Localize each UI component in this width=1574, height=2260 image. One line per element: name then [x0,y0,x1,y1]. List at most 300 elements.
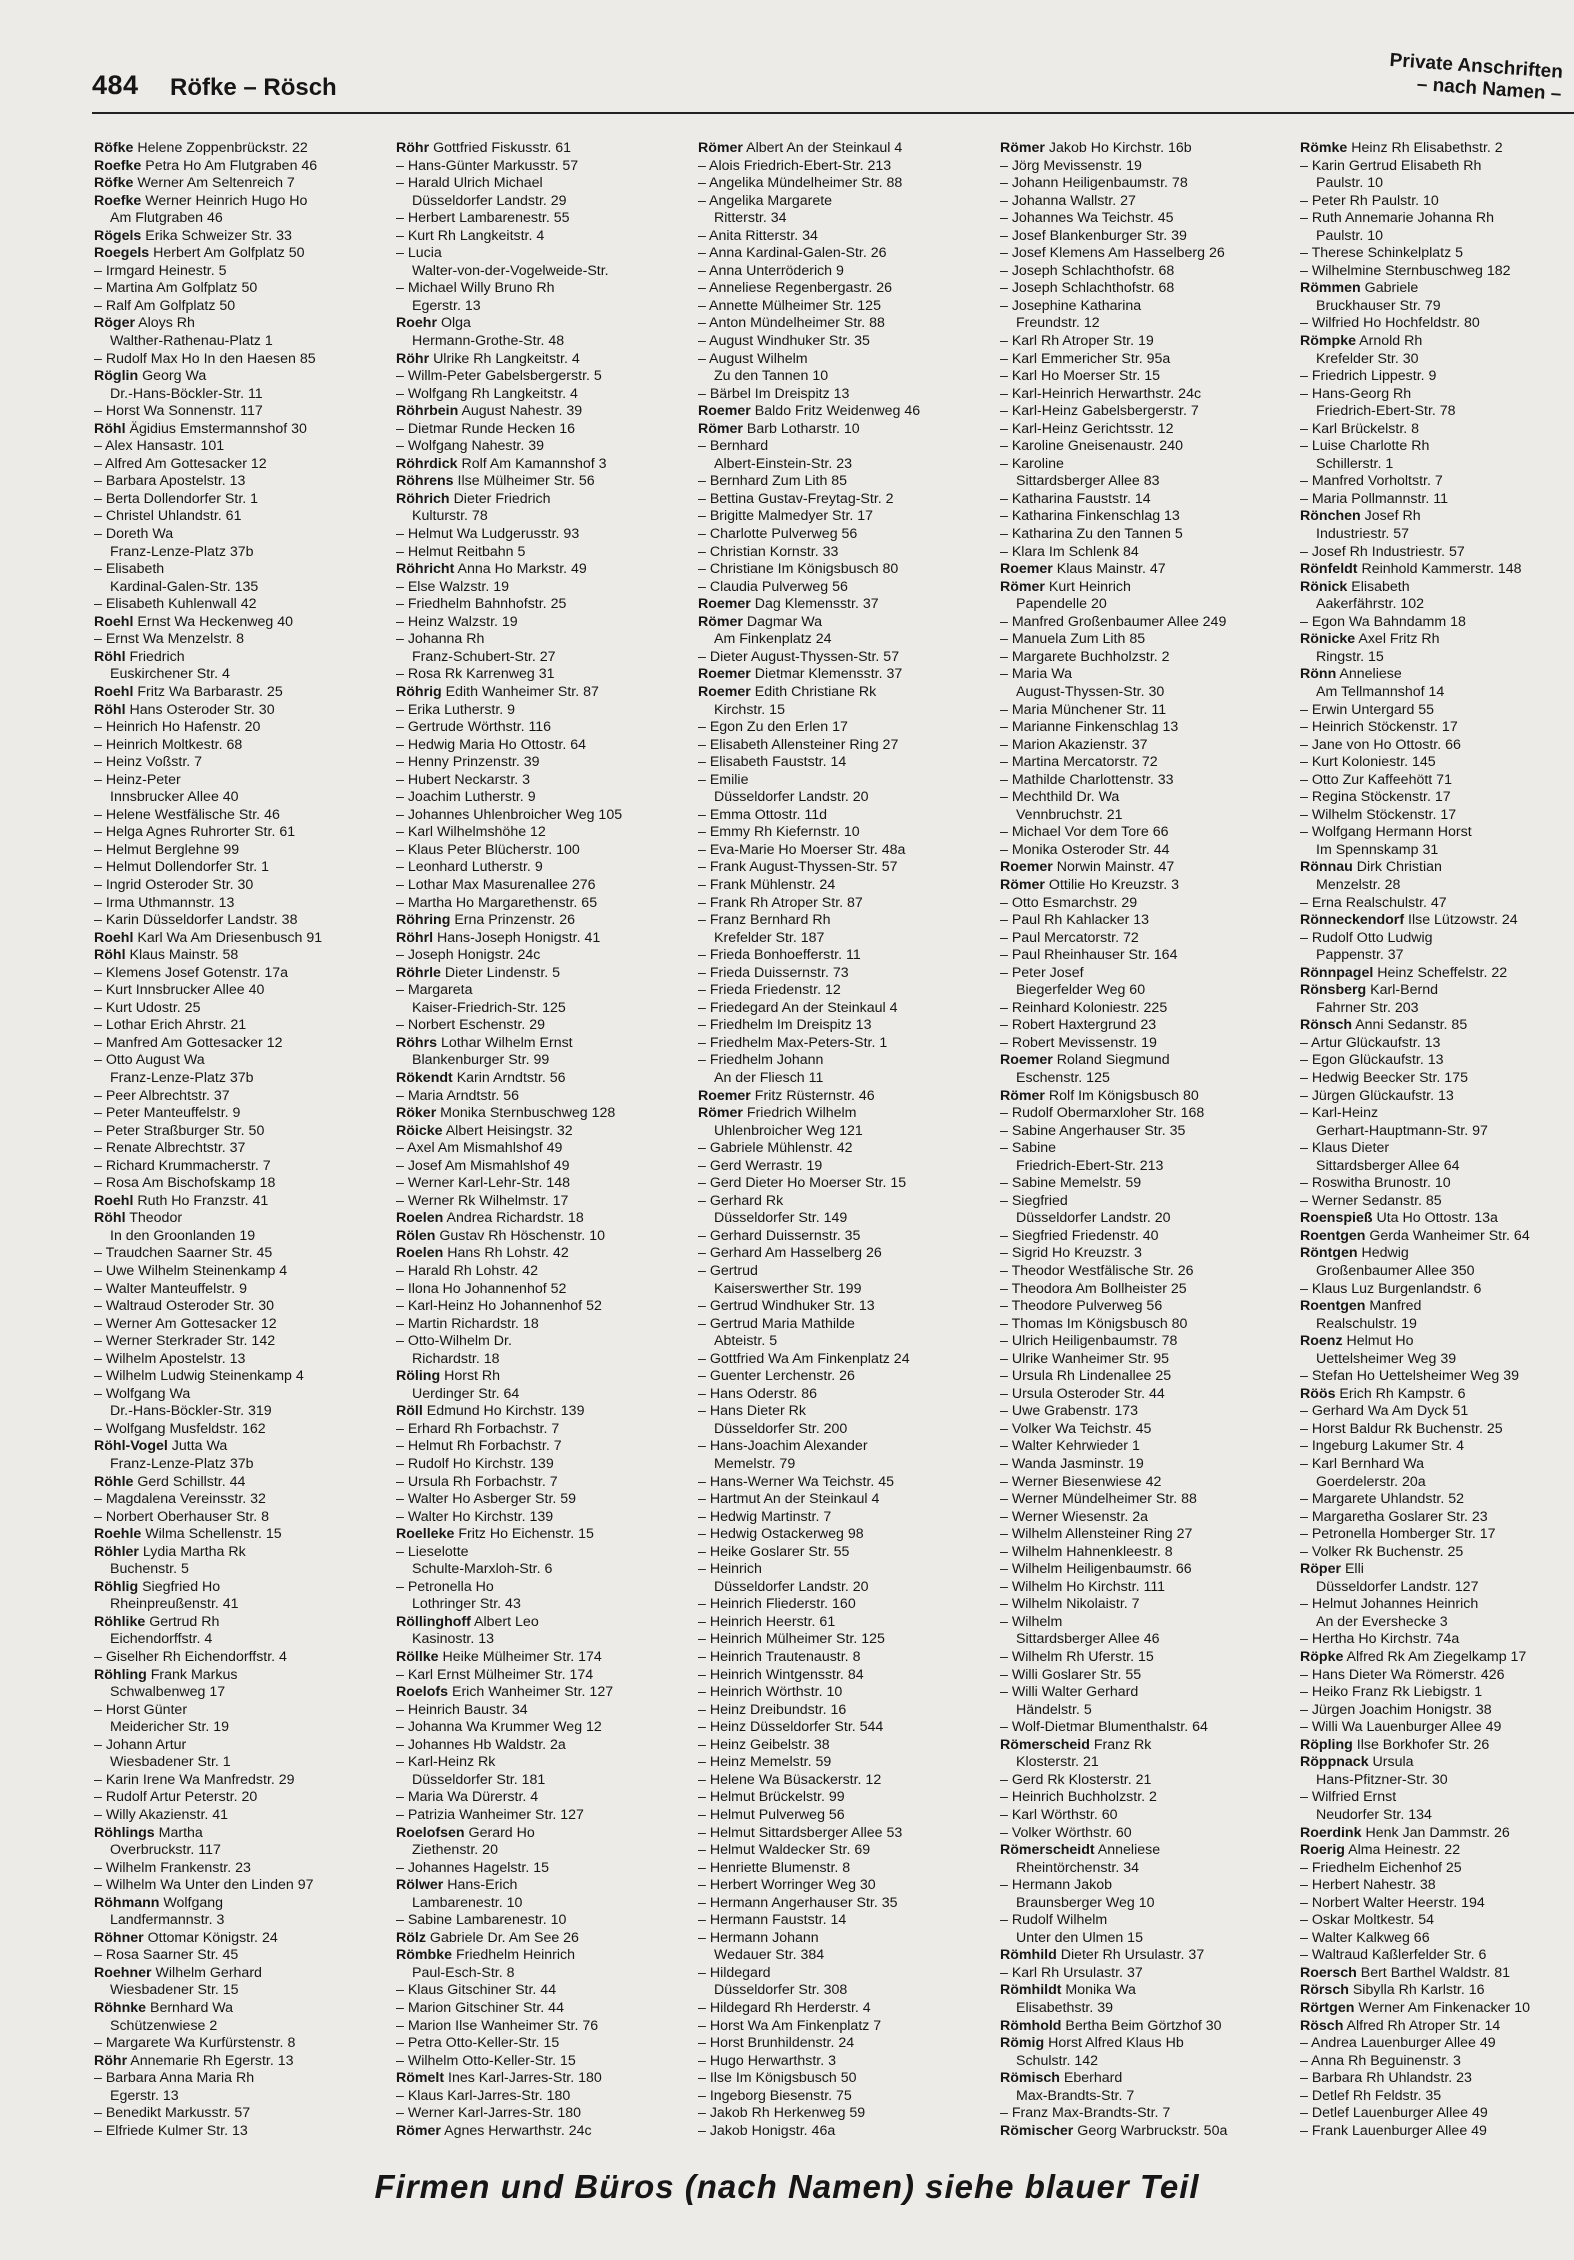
directory-entry [396,1088,686,1106]
entry-details: – Erwin Untergard 55 [1300,701,1435,718]
entry-details: – Elisabeth Allensteiner Ring 27 [698,736,899,753]
directory-entry [1000,210,1290,228]
directory-entry [698,666,988,684]
entry-details: – Anna Unterröderich 9 [698,262,844,279]
entry-details: – Rosa Saarner Str. 45 [94,1947,239,1964]
entry-surname: Röhr [396,350,430,367]
entry-details: – Heinz Dreibundstr. 16 [698,1701,847,1718]
entry-details: – Detlef Rh Feldstr. 35 [1300,2087,1442,2104]
directory-entry [1000,1123,1290,1141]
directory-entry [94,1403,384,1421]
directory-columns [94,140,1570,2150]
directory-entry [1300,298,1570,316]
entry-details: Am Tellmannshof 14 [1316,683,1445,700]
entry-details: Manfred [1369,1298,1422,1315]
directory-entry [698,1842,988,1860]
entry-details: Franz Rk [1093,1736,1152,1753]
entry-surname: Römig [1000,2035,1045,2052]
directory-entry [1000,666,1290,684]
entry-details: Aakerfährstr. 102 [1316,596,1425,613]
entry-details: – Irma Uthmannstr. 13 [94,894,235,911]
directory-entry [1300,491,1570,509]
directory-entry [396,754,686,772]
directory-entry [94,1509,384,1527]
entry-details: – Horst Baldur Rk Buchenstr. 25 [1300,1420,1503,1437]
entry-details: – Andrea Lauenburger Allee 49 [1300,2035,1496,2052]
entry-details: Klaus Mainstr. 47 [1056,561,1166,578]
entry-details: In den Groonlanden 19 [110,1227,256,1244]
entry-details: – Johannes Wa Teichstr. 45 [1000,210,1174,227]
entry-surname: Roentgen [1300,1227,1366,1244]
entry-surname: Röglin [94,368,139,385]
directory-entry [698,930,988,948]
entry-details: – Elisabeth Fauststr. 14 [698,754,847,771]
directory-entry [1300,1947,1570,1965]
entry-details: Ottilie Ho Kreuzstr. 3 [1048,876,1180,893]
entry-details: An der Fliesch 11 [714,1069,824,1086]
directory-entry [94,1737,384,1755]
entry-details: – Helmut Wa Ludgerusstr. 93 [396,526,580,543]
entry-details: – Theodore Pulverweg 56 [1000,1298,1163,1315]
entry-surname: Röhnke [94,1999,147,2016]
directory-entry [1300,1789,1570,1807]
directory-entry [1000,947,1290,965]
directory-entry [396,140,686,158]
directory-entry [1300,315,1570,333]
entry-details: – Horst Günter [94,1701,188,1718]
entry-surname: Römer [1000,140,1045,156]
entry-details: – Paul Rh Kahlacker 13 [1000,912,1150,929]
entry-details: – Hedwig Martinstr. 7 [698,1508,832,1525]
entry-details: August-Thyssen-Str. 30 [1016,683,1165,700]
directory-entry [396,1403,686,1421]
directory-entry [1000,1596,1290,1614]
entry-surname: Roentgen [1300,1298,1366,1315]
directory-entry [698,772,988,790]
entry-details: Walther-Rathenau-Platz 1 [110,333,273,350]
entry-details: – Sabine Angerhauser Str. 35 [1000,1122,1186,1139]
entry-details: – Ingeborg Biesenstr. 75 [698,2087,852,2104]
entry-details: – Joseph Honigstr. 24c [396,947,541,964]
entry-surname: Rönnpagel [1300,964,1374,981]
directory-entry [698,895,988,913]
directory-entry [1300,1737,1570,1755]
directory-entry [94,1596,384,1614]
entry-details: Heinz Rh Elisabethstr. 2 [1351,140,1503,156]
entry-details: – Gertrude Wörthstr. 116 [396,719,552,736]
directory-entry [698,1982,988,2000]
entry-details: Aloys Rh [138,315,195,332]
entry-details: Roland Siegmund [1056,1052,1170,1069]
directory-entry [698,859,988,877]
entry-details: – Ernst Wa Menzelstr. 8 [94,631,245,648]
entry-details: Erika Schweizer Str. 33 [145,227,292,244]
directory-entry [1300,245,1570,263]
entry-details: – Christiane Im Königsbusch 80 [698,561,899,578]
entry-details: Düsseldorfer Str. 149 [714,1210,848,1227]
directory-entry [396,315,686,333]
directory-entry [698,456,988,474]
entry-surname: Röhlings [94,1824,155,1841]
directory-entry [94,245,384,263]
entry-details: – Sabine Memelstr. 59 [1000,1175,1142,1192]
section-title-line1: Private Anschriften [1389,49,1564,83]
directory-entry [396,280,686,298]
entry-details: – Frank August-Thyssen-Str. 57 [698,859,898,876]
directory-entry [396,228,686,246]
directory-entry [698,842,988,860]
entry-details: – Jakob Honigstr. 46a [698,2122,836,2139]
directory-entry [396,526,686,544]
directory-entry [396,579,686,597]
directory-entry [1000,368,1290,386]
entry-details: – Ursula Rh Lindenallee 25 [1000,1368,1172,1385]
directory-entry [1300,1403,1570,1421]
directory-entry [396,1737,686,1755]
entry-details: – Hermann Jakob [1000,1877,1112,1894]
entry-details: – Hans-Georg Rh [1300,385,1412,402]
entry-details: Goerdelerstr. 20a [1316,1473,1426,1490]
entry-details: Buchenstr. 5 [110,1561,189,1578]
entry-details: – Rudolf Ho Kirchstr. 139 [396,1456,554,1473]
directory-entry [396,1965,686,1983]
entry-surname: Roelofs [396,1684,449,1701]
directory-entry [396,1000,686,1018]
directory-entry [94,737,384,755]
directory-entry [698,684,988,702]
directory-entry [94,456,384,474]
entry-details: Werner Am Seltenreich 7 [137,175,295,192]
entry-details: – Hans-Joachim Alexander [698,1438,868,1455]
entry-surname: Römer [698,140,743,156]
entry-details: – Willm-Peter Gabelsbergerstr. 5 [396,368,602,385]
directory-entry [1300,561,1570,579]
directory-entry [94,315,384,333]
directory-entry [698,1947,988,1965]
entry-details: Uerdinger Str. 64 [412,1385,520,1402]
entry-details: – Rudolf Wilhelm [1000,1912,1108,1929]
entry-details: Edith Christiane Rk [754,683,877,700]
entry-details: – Helmut Reitbahn 5 [396,543,526,560]
entry-details: August Nahestr. 39 [461,403,583,420]
entry-details: Unter den Ulmen 15 [1016,1929,1143,1946]
directory-entry [1000,1333,1290,1351]
directory-entry [396,1333,686,1351]
entry-details: Eschenstr. 125 [1016,1069,1110,1086]
entry-details: Bruckhauser Str. 79 [1316,297,1441,314]
entry-details: – Horst Wa Sonnenstr. 117 [94,403,263,420]
directory-entry [1000,772,1290,790]
directory-entry [1300,1754,1570,1772]
directory-entry [1000,1754,1290,1772]
directory-entry [1300,438,1570,456]
entry-surname: Römhild [1000,1947,1057,1964]
directory-entry [698,1491,988,1509]
entry-details: – Norbert Walter Heerstr. 194 [1300,1894,1485,1911]
directory-entry [698,1877,988,1895]
directory-entry [698,1421,988,1439]
directory-entry [396,631,686,649]
entry-surname: Rönn [1300,666,1337,683]
directory-entry [396,684,686,702]
directory-entry [94,2088,384,2106]
entry-details: Erich Wanheimer Str. 127 [451,1684,614,1701]
directory-entry [698,1965,988,1983]
directory-entry [698,1000,988,1018]
entry-details: – Annette Mülheimer Str. 125 [698,297,881,314]
directory-entry [1000,1491,1290,1509]
entry-details: – Peter Rh Paulstr. 10 [1300,192,1439,209]
directory-entry [1000,1509,1290,1527]
directory-entry [698,544,988,562]
entry-details: – Josephine Katharina [1000,297,1142,314]
directory-entry [1000,544,1290,562]
entry-details: – Alfred Am Gottesacker 12 [94,455,267,472]
directory-entry [396,456,686,474]
directory-entry [1000,1947,1290,1965]
entry-details: Industriestr. 57 [1316,526,1410,543]
directory-entry [94,1456,384,1474]
directory-entry [1000,1281,1290,1299]
entry-details: – Werner Mündelheimer Str. 88 [1000,1491,1197,1508]
entry-surname: Roemer [698,666,751,683]
directory-entry [94,1807,384,1825]
entry-surname: Roerig [1300,1842,1345,1859]
entry-details: – Friedhelm Eichenhof 25 [1300,1859,1462,1876]
entry-details: – Rudolf Otto Ludwig [1300,929,1433,946]
directory-entry [94,438,384,456]
entry-details: Heike Mülheimer Str. 174 [442,1649,602,1666]
directory-entry [1000,1105,1290,1123]
entry-details: – Heinrich Wintgensstr. 84 [698,1666,864,1683]
directory-entry [1300,175,1570,193]
entry-details: – Barbara Anna Maria Rh [94,2070,255,2087]
entry-details: – Gerd Werrastr. 19 [698,1157,823,1174]
entry-details: – Wolfgang Rh Langkeitstr. 4 [396,385,578,402]
directory-entry [1000,1719,1290,1737]
directory-entry [1300,526,1570,544]
entry-details: Jakob Ho Kirchstr. 16b [1048,140,1192,156]
entry-details: – Karl Bernhard Wa [1300,1456,1425,1473]
entry-surname: Röhling [94,1666,147,1683]
entry-surname: Römbke [396,1947,452,1964]
entry-details: Kardinal-Galen-Str. 135 [110,578,259,595]
directory-entry [396,193,686,211]
entry-details: – Heinrich Baustr. 34 [396,1701,528,1718]
entry-details: Klosterstr. 21 [1016,1754,1099,1771]
entry-details: Blankenburger Str. 99 [412,1052,550,1069]
entry-surname: Röicke [396,1122,443,1139]
entry-details: Overbruckstr. 117 [110,1842,221,1859]
directory-entry [1000,1245,1290,1263]
directory-entry [94,1649,384,1667]
directory-entry [698,1175,988,1193]
entry-surname: Röfke [94,140,134,156]
entry-details: Albert Leo [474,1613,539,1630]
entry-details: Schulstr. 142 [1016,2052,1099,2069]
entry-details: An der Evershecke 3 [1316,1613,1448,1630]
directory-entry [94,702,384,720]
directory-entry [698,1228,988,1246]
entry-details: – Emmy Rh Kiefernstr. 10 [698,824,860,841]
entry-details: – Karl-Heinz Gerichtsstr. 12 [1000,420,1174,437]
entry-surname: Roenspieß [1300,1210,1373,1227]
entry-details: – Detlef Lauenburger Allee 49 [1300,2105,1488,2122]
directory-entry [1300,807,1570,825]
directory-entry [698,193,988,211]
directory-entry [698,631,988,649]
directory-entry [698,1509,988,1527]
entry-details: Paulstr. 10 [1316,227,1384,244]
entry-surname: Römmen [1300,280,1361,297]
directory-entry [698,877,988,895]
entry-surname: Roemer [698,683,751,700]
entry-details: – Heinrich Buchholzstr. 2 [1000,1789,1157,1806]
entry-details: Richardstr. 18 [412,1350,500,1367]
entry-details: – Angelika Margarete [698,192,833,209]
entry-details: – Reinhard Koloniestr. 225 [1000,999,1168,1016]
entry-details: – Willy Akazienstr. 41 [94,1806,229,1823]
directory-entry [396,403,686,421]
entry-details: Edith Wanheimer Str. 87 [445,683,599,700]
directory-entry [1000,280,1290,298]
entry-surname: Röhr [94,2052,128,2069]
entry-details: – Mathilde Charlottenstr. 33 [1000,771,1174,788]
directory-entry [698,351,988,369]
entry-details: Petra Ho Am Flutgraben 46 [145,157,318,174]
directory-entry [1300,1158,1570,1176]
directory-entry [94,859,384,877]
entry-details: – Johanna Wa Krummer Weg 12 [396,1719,602,1736]
entry-surname: Rönfeldt [1300,561,1358,578]
entry-details: Gertrud Rh [149,1613,220,1630]
directory-entry [1300,1263,1570,1281]
directory-entry [94,1052,384,1070]
entry-details: Ulrike Rh Langkeitstr. 4 [433,350,580,367]
entry-details: – Marion Akazienstr. 37 [1000,736,1148,753]
directory-entry [396,1667,686,1685]
directory-entry [698,807,988,825]
directory-entry [698,737,988,755]
entry-details: Uta Ho Ottostr. 13a [1376,1210,1498,1227]
directory-entry [94,912,384,930]
directory-entry [1300,2123,1570,2141]
entry-details: Gottfried Fiskusstr. 61 [433,140,572,156]
directory-entry [1300,1526,1570,1544]
directory-entry [1000,491,1290,509]
directory-entry [94,544,384,562]
entry-details: – Leonhard Lutherstr. 9 [396,859,543,876]
entry-details: – Margarete Buchholzstr. 2 [1000,648,1170,665]
entry-details: – Heinz Geibelstr. 38 [698,1736,830,1753]
entry-details: – Karl-Heinz Ho Johannenhof 52 [396,1298,602,1315]
directory-entry [94,491,384,509]
entry-details: Fritz Ho Eichenstr. 15 [458,1526,594,1543]
entry-details: – Monika Osteroder Str. 44 [1000,841,1170,858]
entry-details: – Karl Brückelstr. 8 [1300,420,1420,437]
entry-surname: Roehle [94,1526,142,1543]
directory-entry [94,158,384,176]
entry-details: – Friedhelm Max-Peters-Str. 1 [698,1034,888,1051]
entry-details: – Heinz Memelstr. 59 [698,1754,832,1771]
directory-entry [94,1123,384,1141]
entry-details: Dietmar Klemensstr. 37 [754,666,903,683]
entry-details: – Peter Manteuffelstr. 9 [94,1105,241,1122]
entry-details: – Artur Glückaufstr. 13 [1300,1034,1441,1051]
entry-surname: Römer [698,420,743,437]
entry-details: – Ingrid Osteroder Str. 30 [94,876,254,893]
entry-details: Anna Ho Markstr. 49 [457,561,587,578]
entry-details: – Wilhelm Apostelstr. 13 [94,1350,246,1367]
entry-details: – Frank Lauenburger Allee 49 [1300,2122,1487,2139]
entry-details: – Joseph Schlachthofstr. 68 [1000,262,1175,279]
directory-entry [396,1544,686,1562]
entry-surname: Röhrle [396,964,441,981]
directory-entry [94,2105,384,2123]
entry-surname: Röhrbein [396,403,459,420]
directory-entry [94,1245,384,1263]
entry-details: – Werner Sedanstr. 85 [1300,1192,1442,1209]
directory-entry [1300,1631,1570,1649]
entry-details: Egerstr. 13 [110,2087,179,2104]
entry-details: – Klemens Josef Gotenstr. 17a [94,964,289,981]
directory-entry [396,737,686,755]
directory-entry [1000,719,1290,737]
entry-details: – Wilhelm Rh Uferstr. 15 [1000,1649,1154,1666]
entry-details: – Barbara Apostelstr. 13 [94,473,246,490]
directory-entry [1000,245,1290,263]
entry-details: Andrea Richardstr. 18 [446,1210,584,1227]
entry-details: – Waltraud Osteroder Str. 30 [94,1298,275,1315]
directory-entry [94,947,384,965]
entry-details: – Willi Goslarer Str. 55 [1000,1666,1142,1683]
entry-details: – Helmut Brückelstr. 99 [698,1789,845,1806]
entry-details: Ritterstr. 34 [714,210,787,227]
entry-surname: Röhl [94,701,126,718]
entry-details: – Thomas Im Königsbusch 80 [1000,1315,1188,1332]
entry-details: Rolf Im Königsbusch 80 [1048,1087,1199,1104]
directory-entry [698,596,988,614]
entry-details: Düsseldorfer Landstr. 20 [1016,1210,1171,1227]
entry-details: Hans Rh Lohstr. 42 [447,1245,569,1262]
directory-entry [94,719,384,737]
entry-details: Braunsberger Weg 10 [1016,1894,1155,1911]
entry-details: – Heinrich Trautenaustr. 8 [698,1649,861,1666]
directory-entry [396,947,686,965]
entry-details: – Wolfgang Wa [94,1385,191,1402]
entry-details: Baldo Fritz Weidenweg 46 [754,403,921,420]
directory-entry [396,982,686,1000]
directory-entry [94,2123,384,2141]
entry-details: Eichendorffstr. 4 [110,1631,213,1648]
entry-details: – Wanda Jasminstr. 19 [1000,1456,1144,1473]
directory-entry [698,1316,988,1334]
directory-entry [1000,386,1290,404]
directory-entry [1000,1912,1290,1930]
entry-details: Ernst Wa Heckenweg 40 [137,613,293,630]
entry-details: Elisabethstr. 39 [1016,1999,1114,2016]
directory-entry [1300,1456,1570,1474]
directory-column-1 [94,140,384,2150]
directory-entry [1300,193,1570,211]
directory-entry [1000,421,1290,439]
entry-details: – Rosa Am Bischofskamp 18 [94,1175,276,1192]
entry-surname: Röhlig [94,1578,139,1595]
directory-entry [1000,1667,1290,1685]
entry-details: – Martin Richardstr. 18 [396,1315,539,1332]
entry-details: Gerda Wanheimer Str. 64 [1369,1227,1530,1244]
entry-details: Arnold Rh [1359,333,1423,350]
